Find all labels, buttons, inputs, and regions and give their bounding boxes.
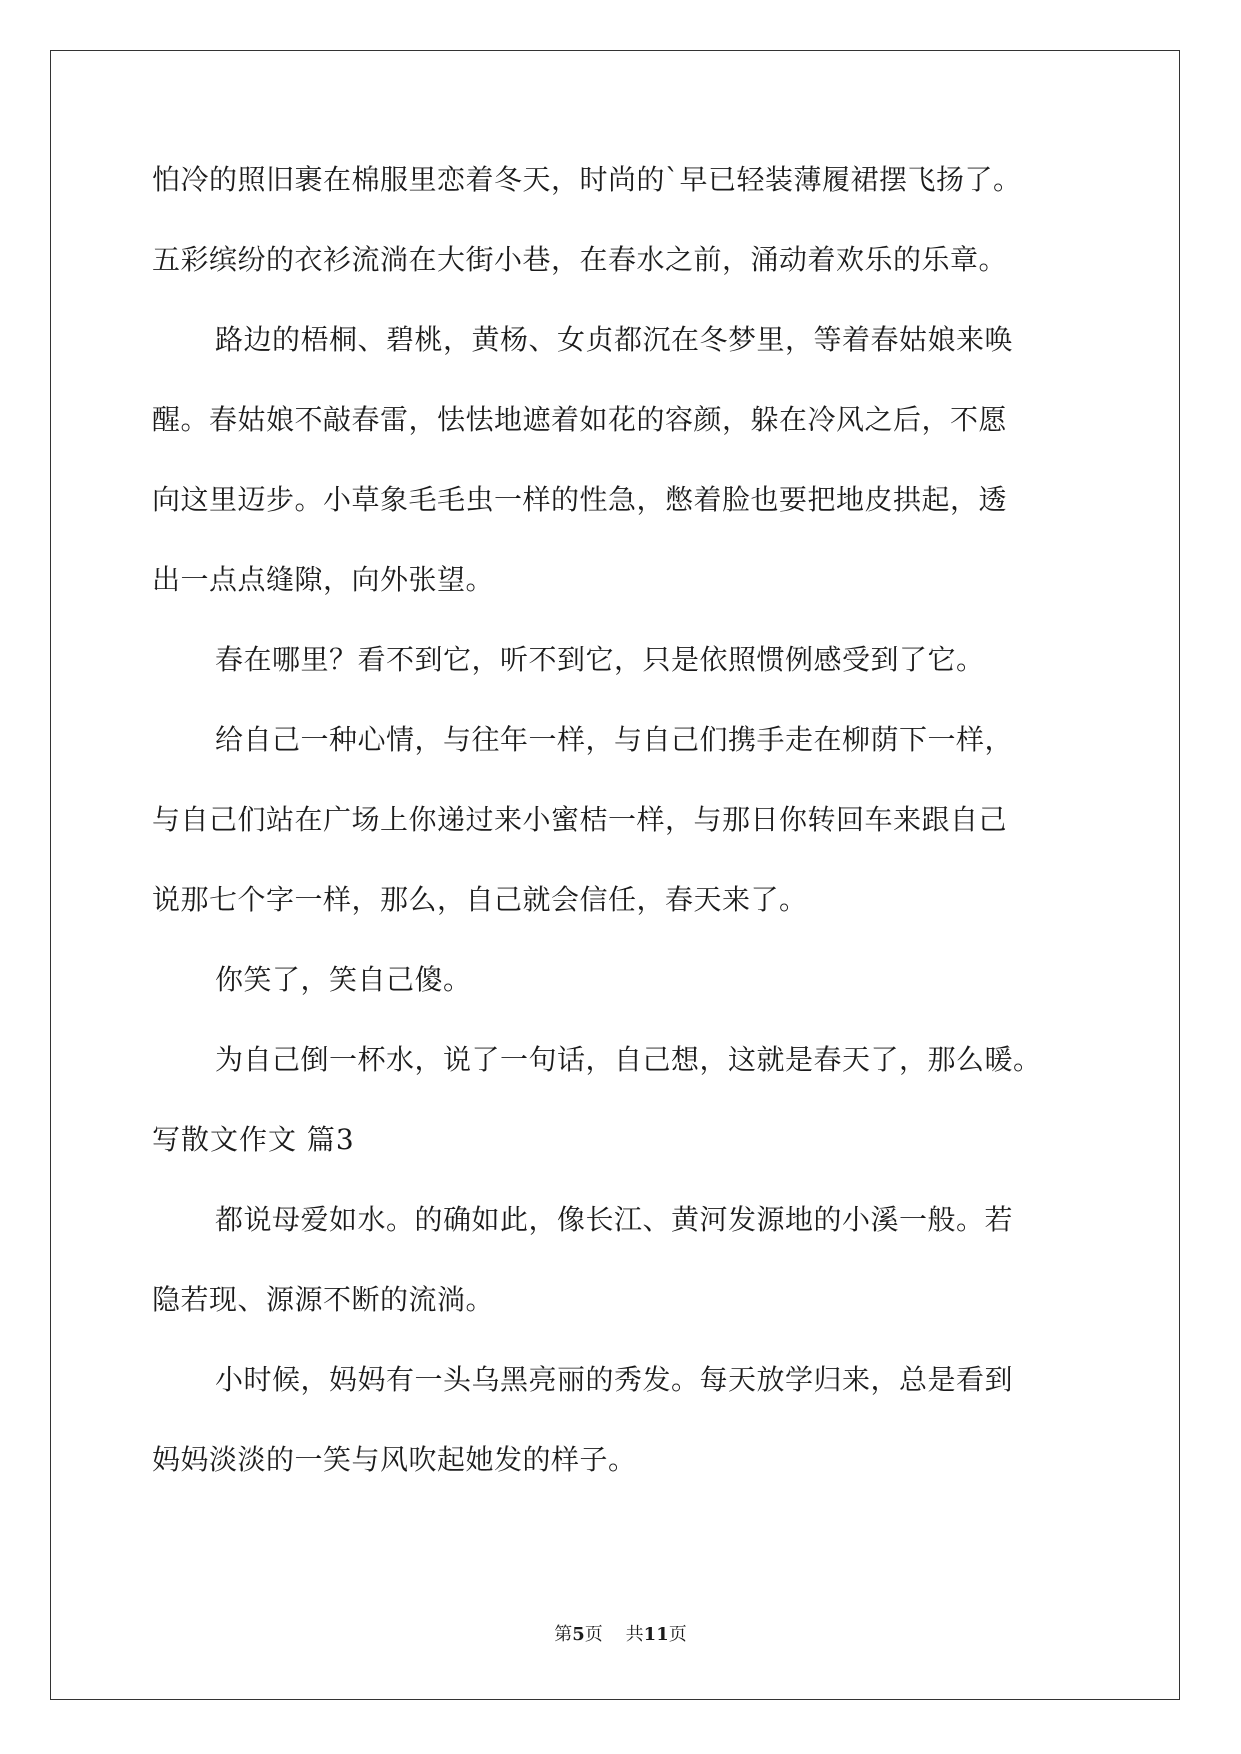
text-line: 向这里迈步。小草象毛毛虫一样的性急，憋着脸也要把地皮拱起，透 xyxy=(152,483,1008,516)
paragraph-start: 你笑了，笑自己傻。 xyxy=(215,963,472,996)
current-page-number: 5 xyxy=(572,1624,585,1645)
document-body xyxy=(152,160,1092,1520)
footer-prefix: 第 xyxy=(554,1624,573,1645)
footer-page-suffix: 页 xyxy=(584,1624,603,1645)
page-footer xyxy=(0,1620,1241,1646)
footer-total-prefix: 共 xyxy=(625,1624,644,1645)
paragraph-start: 给自己一种心情，与往年一样，与自己们携手走在柳荫下一样， xyxy=(215,723,1014,756)
text-line: 妈妈淡淡的一笑与风吹起她发的样子。 xyxy=(152,1443,637,1476)
section-heading: 写散文作文 篇3 xyxy=(152,1123,355,1156)
paragraph-start: 小时候，妈妈有一头乌黑亮丽的秀发。每天放学归来，总是看到 xyxy=(215,1363,1014,1396)
text-line: 醒。春姑娘不敲春雷，怯怯地遮着如花的容颜，躲在冷风之后，不愿 xyxy=(152,403,1008,436)
paragraph-start: 路边的梧桐、碧桃，黄杨、女贞都沉在冬梦里，等着春姑娘来唤 xyxy=(215,323,1014,356)
text-line: 怕冷的照旧裹在棉服里恋着冬天，时尚的`早已轻装薄履裙摆飞扬了。 xyxy=(152,163,1022,196)
text-line: 说那七个字一样，那么，自己就会信任，春天来了。 xyxy=(152,883,808,916)
text-line: 五彩缤纷的衣衫流淌在大街小巷，在春水之前，涌动着欢乐的乐章。 xyxy=(152,243,1008,276)
paragraph-start: 都说母爱如水。的确如此，像长江、黄河发源地的小溪一般。若 xyxy=(215,1203,1014,1236)
footer-total-suffix: 页 xyxy=(668,1624,687,1645)
total-page-count: 11 xyxy=(643,1624,669,1645)
paragraph-start: 为自己倒一杯水，说了一句话，自己想，这就是春天了，那么暖。 xyxy=(215,1043,1042,1076)
text-line: 出一点点缝隙，向外张望。 xyxy=(152,563,495,596)
text-line: 与自己们站在广场上你递过来小蜜桔一样，与那日你转回车来跟自己 xyxy=(152,803,1008,836)
paragraph-start: 春在哪里？看不到它，听不到它，只是依照惯例感受到了它。 xyxy=(215,643,985,676)
text-line: 隐若现、源源不断的流淌。 xyxy=(152,1283,495,1316)
